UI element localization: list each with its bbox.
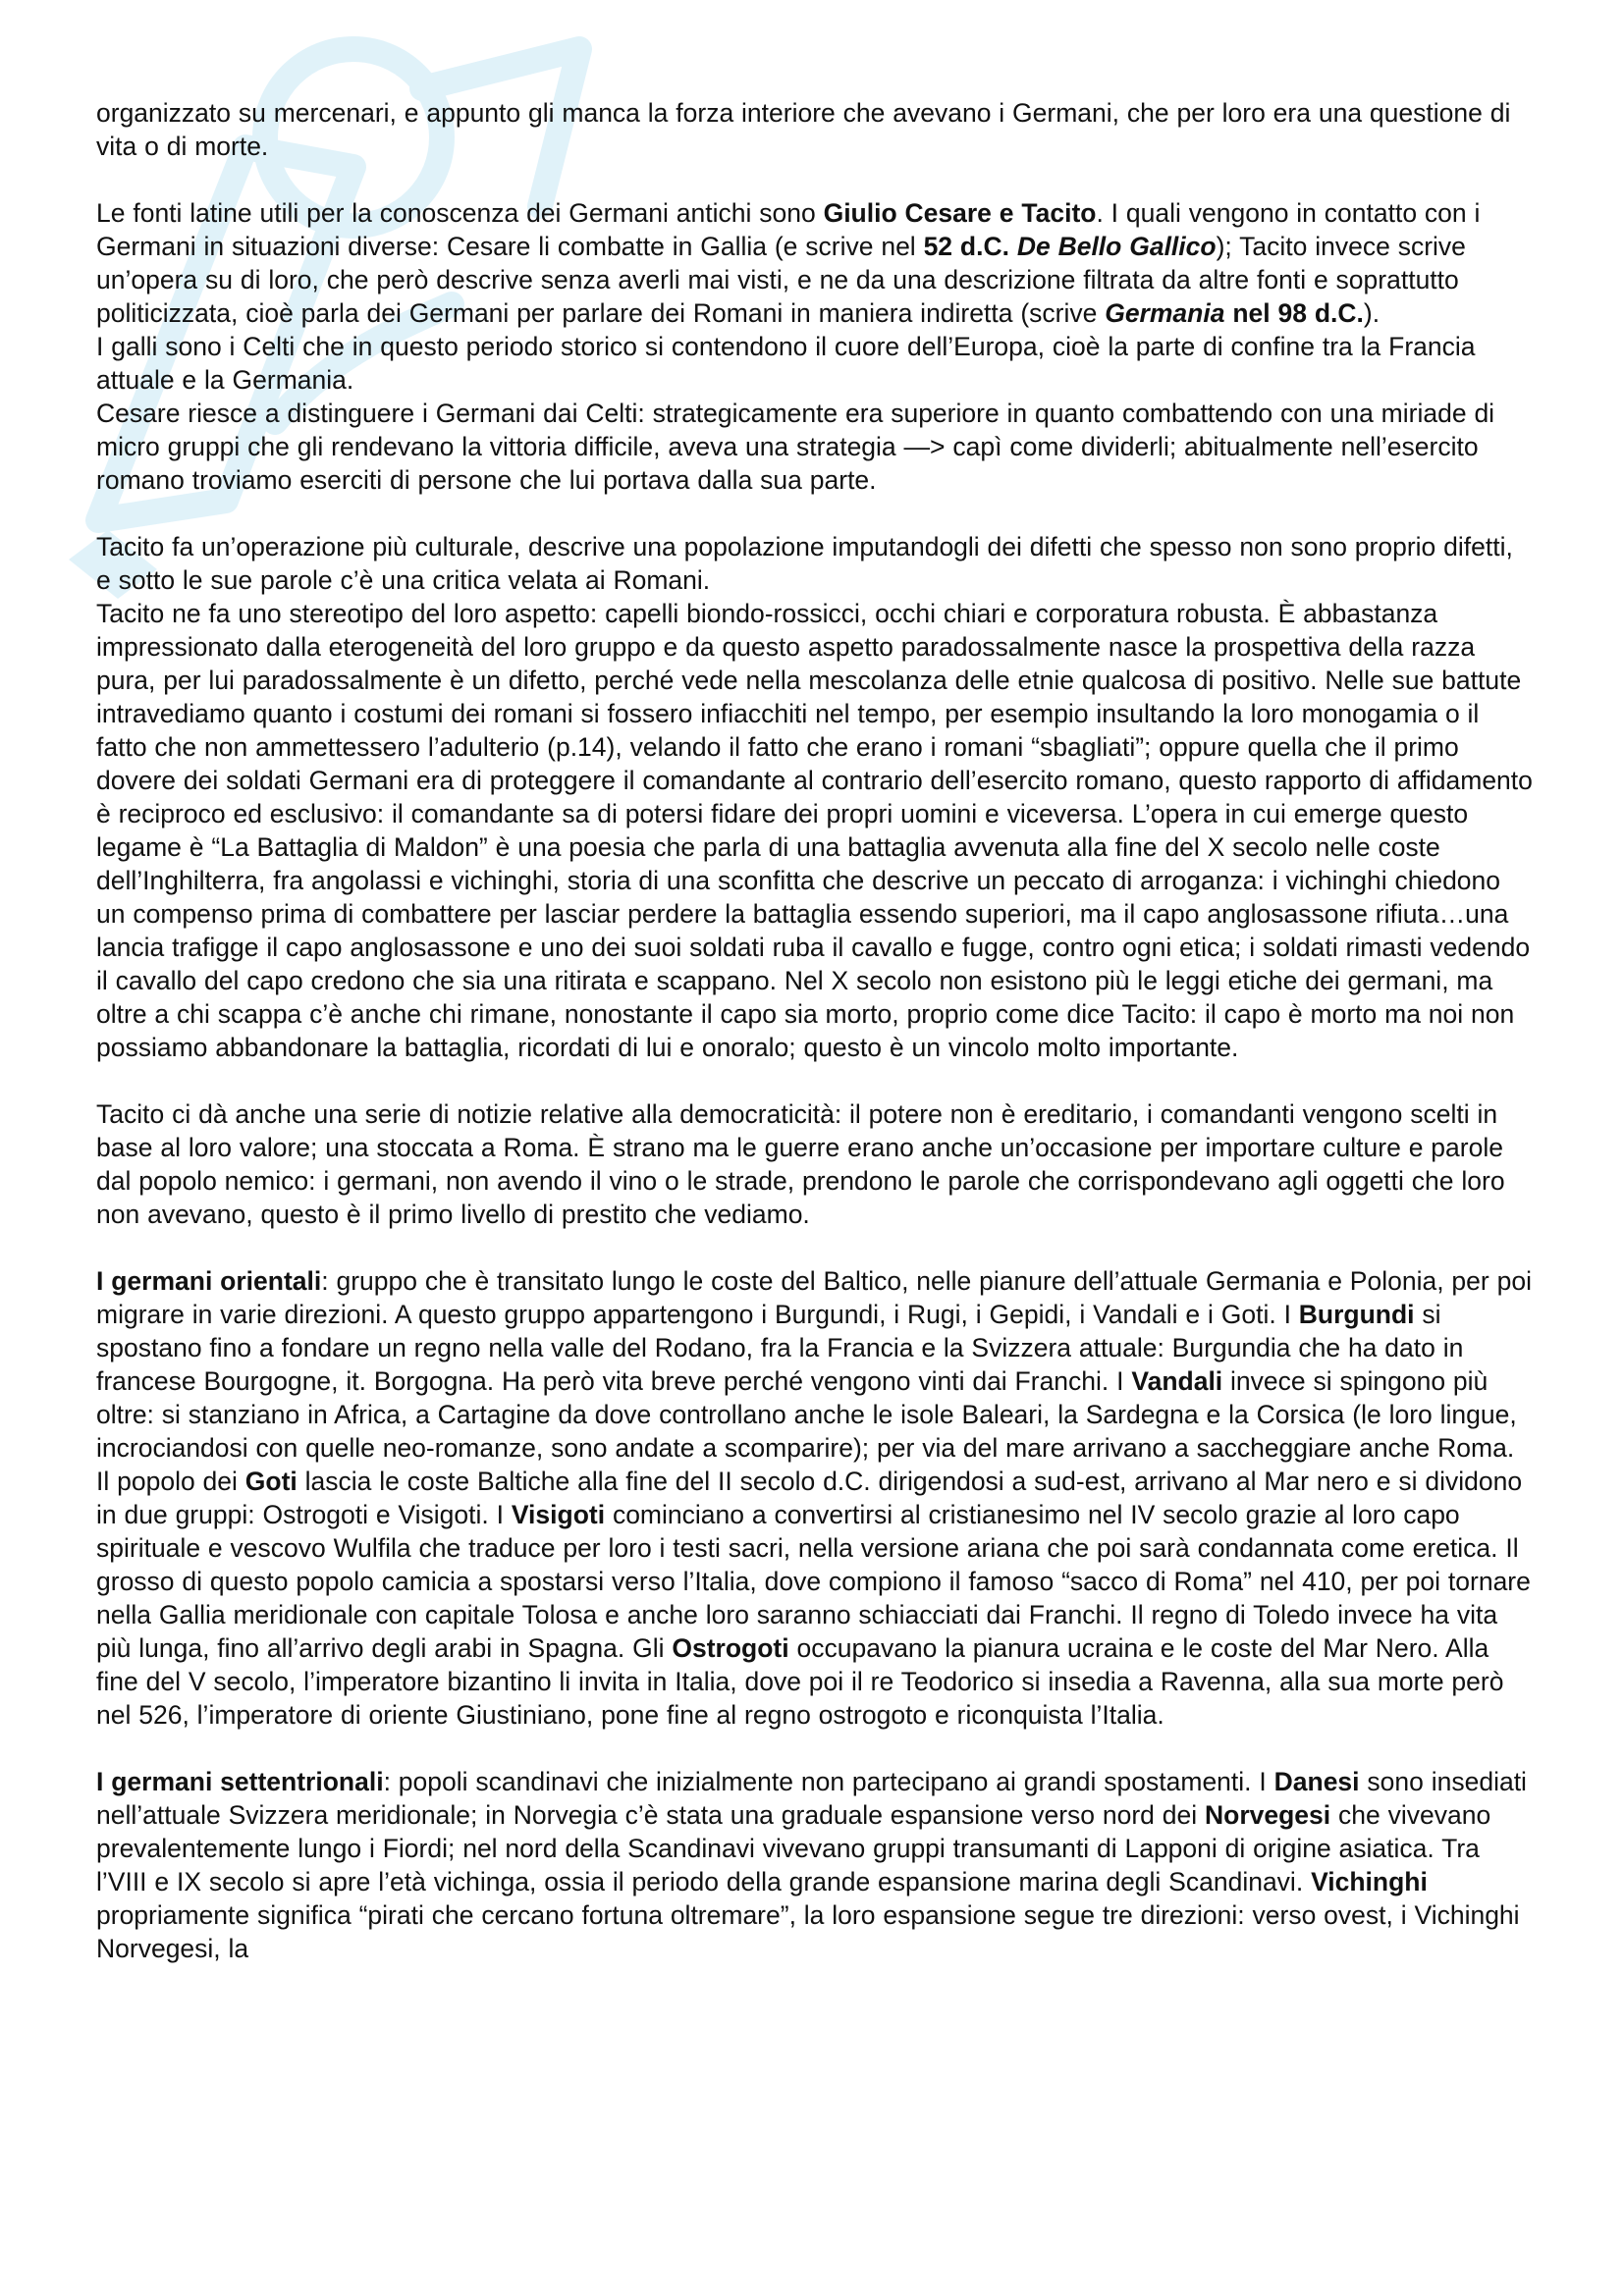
- text-run: Cesare riesce a distinguere i Germani dai Celti: strategicamente era superiore in quanto combattendo con una miriade di micro gruppi che gli rendevano la vittoria difficile, aveva una strategia —> capì come dividerli; abitualmente nell’esercito romano troviamo eserciti di persone che lui portava dalla sua parte.: [96, 399, 1495, 495]
- bold-text: Vichinghi: [1311, 1867, 1428, 1896]
- paragraph-p3: [96, 530, 1535, 1064]
- bold-italic-title: Germania: [1105, 298, 1225, 328]
- paragraph-p6: [96, 1765, 1535, 1965]
- text-run: Tacito ne fa uno stereotipo del loro aspetto: capelli biondo-rossicci, occhi chiari e corporatura robusta. È abbastanza impressionato dalla eterogeneità del loro gruppo e da questo aspetto paradossalmente nasce la prospettiva della razza pura, per lui paradossalmente è un difetto, perché vede nella mescolanza delle etnie qualcosa di positivo. Nelle sue battute intravediamo quanto i costumi dei romani si fossero infiacchiti nel tempo, per esempio insultando la loro monogamia o il fatto che non ammettessero l’adulterio (p.14), velando il fatto che erano i romani “sbagliati”; oppure quella che il primo dovere dei soldati Germani era di proteggere il comandante al contrario dell’esercito romano, questo rapporto di affidamento è reciproco ed esclusivo: il comandante sa di potersi fidare dei propri uomini e viceversa. L’opera in cui emerge questo legame è “La Battaglia di Maldon” è una poesia che parla di una battaglia avvenuta alla fine del X secolo nelle coste dell’Inghilterra, fra angolassi e vichinghi, storia di una sconfitta che descrive un peccato di arroganza: i vichinghi chiedono un compenso prima di combattere per lasciar perdere la battaglia essendo superiori, ma il capo anglosassone rifiuta…una lancia trafigge il capo anglosassone e uno dei suoi soldati ruba il cavallo e fugge, contro ogni etica; i soldati rimasti vedendo il cavallo del capo credono che sia una ritirata e scappano. Nel X secolo non esistono più le leggi etiche dei germani, ma oltre a chi scappa c’è anche chi rimane, nonostante il capo sia morto, proprio come dice Tacito: il capo è morto ma noi non possiamo abbandonare la battaglia, ricordati di lui e onoralo; questo è un vincolo molto importante.: [96, 599, 1533, 1062]
- bold-text: 52 d.C.: [923, 232, 1017, 261]
- text-run: : popoli scandinavi che inizialmente non partecipano ai grandi spostamenti. I: [383, 1767, 1274, 1796]
- text-run: lascia le coste Baltiche alla fine del II secolo d.C. dirigendosi a sud-est, arrivano al Mar nero e si dividono in due gruppi: Ostrogoti e Visigoti. I: [96, 1467, 1523, 1529]
- text-run: che vivevano prevalentemente lungo i Fiordi; nel nord della Scandinavi vivevano gruppi transumanti di Lapponi di origine asiatica. Tra l’VIII e IX secolo si apre l’età vichinga, ossia il periodo della grande espansione marina degli Scandinavi.: [96, 1800, 1491, 1896]
- text-run: si spostano fino a fondare un regno nella valle del Rodano, fra la Francia e la Svizzera attuale: Burgundia che ha dato in francese Bourgogne, it. Borgogna. Ha però vita breve perché vengono vinti dai Franchi. I: [96, 1300, 1464, 1396]
- paragraph-p1: [96, 96, 1535, 163]
- bold-italic-title: De Bello Gallico: [1016, 232, 1217, 261]
- bold-text: Norvegesi: [1205, 1800, 1331, 1830]
- paragraph-p4: [96, 1097, 1535, 1231]
- text-run: : gruppo che è transitato lungo le coste del Baltico, nelle pianure dell’attuale Germania e Polonia, per poi migrare in varie direzioni. A questo gruppo appartengono i Burgundi, i Rugi, i Gepidi, i Vandali e i Goti. I: [96, 1266, 1532, 1329]
- text-run: ).: [1363, 298, 1380, 328]
- bold-text: nel 98 d.C.: [1224, 298, 1364, 328]
- text-run: propriamente significa “pirati che cercano fortuna oltremare”, la loro espansione segue tre direzioni: verso ovest, i Vichinghi Norvegesi, la: [96, 1900, 1520, 1963]
- bold-text: Giulio Cesare e Tacito: [823, 198, 1097, 228]
- text-run: Tacito fa un’operazione più culturale, descrive una popolazione imputandogli dei difetti che spesso non sono proprio difetti, e sotto le sue parole c’è una critica velata ai Romani.: [96, 532, 1513, 595]
- text-run: sono insediati nell’attuale Svizzera meridionale; in Norvegia c’è stata una graduale espansione verso nord dei: [96, 1767, 1527, 1830]
- text-run: occupavano la pianura ucraina e le coste del Mar Nero. Alla fine del V secolo, l’imperatore bizantino li invita in Italia, dove poi il re Teodorico si insedia a Ravenna, alla sua morte però nel 526, l’imperatore di oriente Giustiniano, pone fine al regno ostrogoto e riconquista l’Italia.: [96, 1633, 1504, 1730]
- paragraph-p5: [96, 1264, 1535, 1732]
- document-body: [96, 96, 1535, 1999]
- text-run: Tacito ci dà anche una serie di notizie relative alla democraticità: il potere non è ereditario, i comandanti vengono scelti in base al loro valore; una stoccata a Roma. È strano ma le guerre erano anche un’occasione per importare culture e parole dal popolo nemico: i germani, non avendo il vino o le strade, prendono le parole che corrispondevano agli oggetti che loro non avevano, questo è il primo livello di prestito che vediamo.: [96, 1099, 1505, 1229]
- bold-text: Vandali: [1131, 1366, 1223, 1396]
- text-run: cominciano a convertirsi al cristianesimo nel IV secolo grazie al loro capo spirituale e vescovo Wulfila che traduce per loro i testi sacri, nella versione ariana che poi sarà condannata come eretica. Il grosso di questo popolo camicia a spostarsi verso l’Italia, dove compiono il famoso “sacco di Roma” nel 410, per poi tornare nella Gallia meridionale con capitale Tolosa e anche loro saranno schiacciati dai Franchi. Il regno di Toledo invece ha vita più lunga, fino all’arrivo degli arabi in Spagna. Gli: [96, 1500, 1531, 1663]
- bold-text: Ostrogoti: [672, 1633, 789, 1663]
- text-run: . I quali vengono in contatto con i Germani in situazioni diverse: Cesare li combatte in Gallia (e scrive nel: [96, 198, 1481, 261]
- text-run: ); Tacito invece scrive un’opera su di loro, che però descrive senza averli mai visti, e ne da una descrizione filtrata da altre fonti e soprattutto politicizzata, cioè parla dei Germani per parlare dei Romani in maniera indiretta (scrive: [96, 232, 1466, 328]
- bold-text: Goti: [244, 1467, 298, 1496]
- text-run: invece si spingono più oltre: si stanziano in Africa, a Cartagine da dove controllano anche le isole Baleari, la Sardegna e la Corsica (le loro lingue, incrociandosi con quelle neo-romanze, sono andate a scomparire); per via del mare arrivano a saccheggiare anche Roma. Il popolo dei: [96, 1366, 1517, 1496]
- bold-text: Visigoti: [511, 1500, 606, 1529]
- text-run: Le fonti latine utili per la conoscenza dei Germani antichi sono: [96, 198, 824, 228]
- bold-text: I germani settentrionali: [96, 1767, 384, 1796]
- bold-text: I germani orientali: [96, 1266, 322, 1296]
- bold-text: Burgundi: [1298, 1300, 1415, 1329]
- bold-text: Danesi: [1273, 1767, 1360, 1796]
- text-run: I galli sono i Celti che in questo periodo storico si contendono il cuore dell’Europa, cioè la parte di confine tra la Francia attuale e la Germania.: [96, 332, 1476, 395]
- text-run: organizzato su mercenari, e appunto gli manca la forza interiore che avevano i Germani, che per loro era una questione di vita o di morte.: [96, 98, 1511, 161]
- paragraph-p2: [96, 196, 1535, 497]
